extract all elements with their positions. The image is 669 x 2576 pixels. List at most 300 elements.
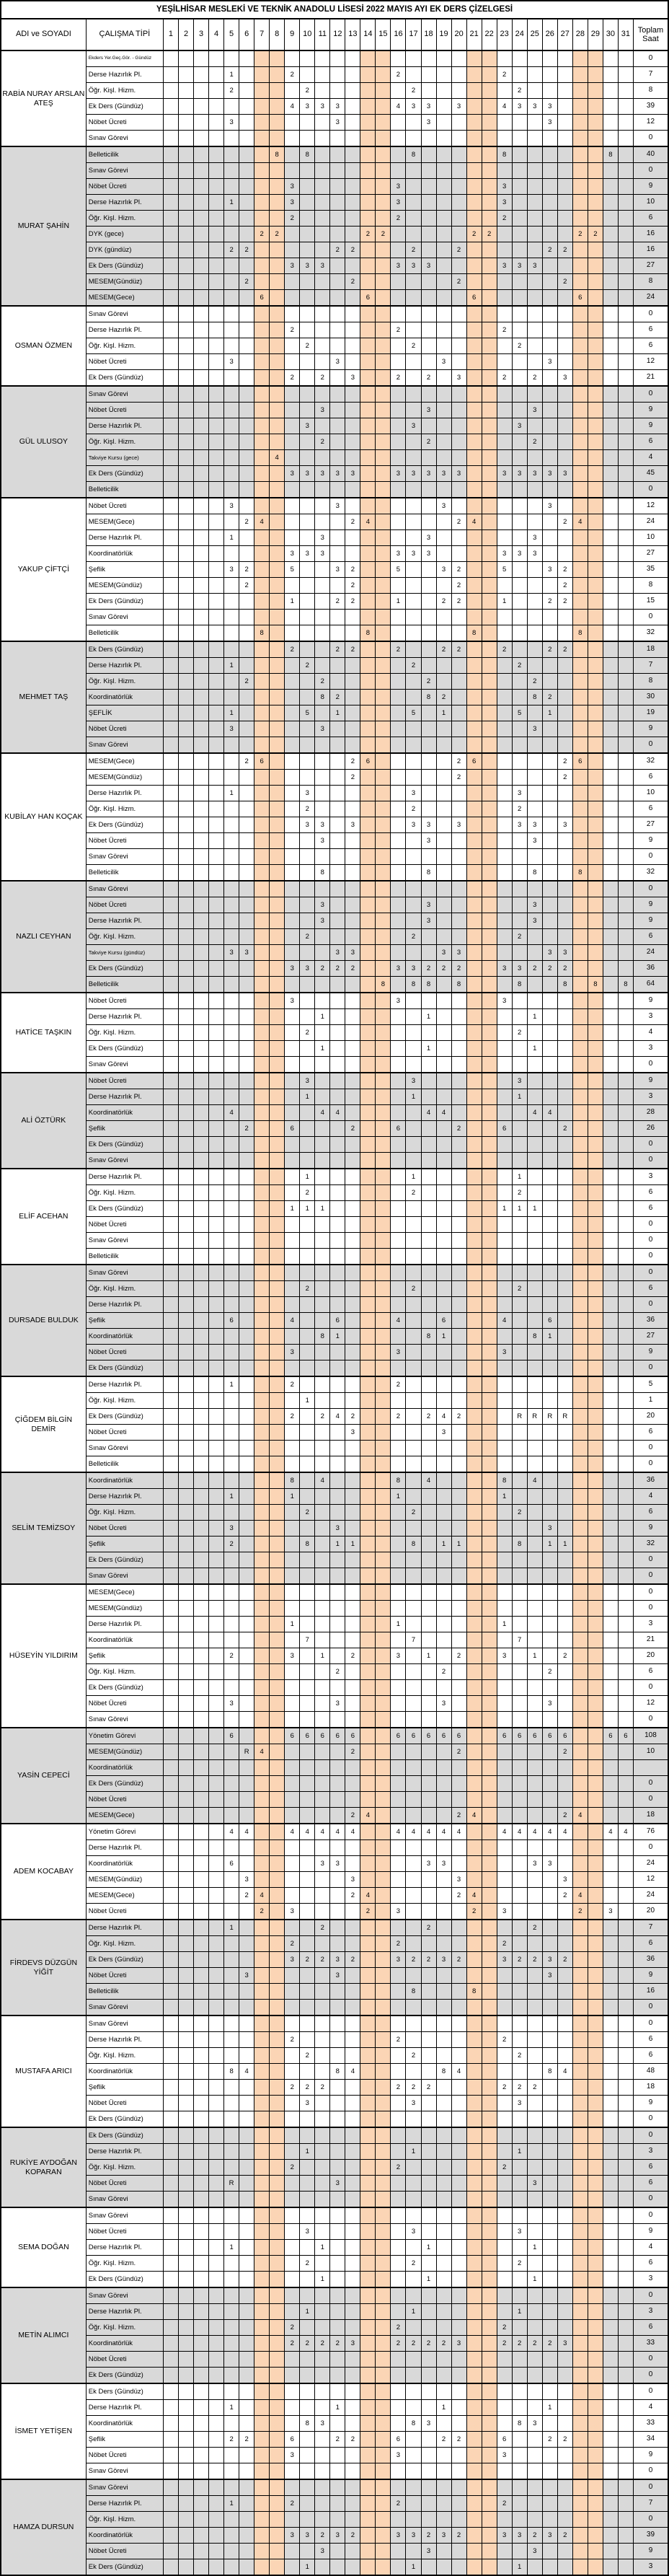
day-cell bbox=[360, 1712, 376, 1728]
day-cell bbox=[603, 2064, 618, 2080]
day-cell: 2 bbox=[300, 1505, 315, 1521]
day-cell bbox=[163, 1265, 178, 1281]
day-cell bbox=[542, 737, 557, 754]
day-cell bbox=[391, 578, 406, 594]
day-cell bbox=[406, 1617, 421, 1632]
day-cell bbox=[209, 1249, 224, 1265]
day-cell bbox=[209, 1696, 224, 1712]
day-cell: 2 bbox=[315, 2080, 330, 2096]
day-cell bbox=[527, 306, 542, 322]
day-cell bbox=[315, 1904, 330, 1920]
day-cell bbox=[209, 961, 224, 977]
day-cell bbox=[315, 1601, 330, 1617]
day-cell bbox=[572, 211, 588, 227]
day-cell bbox=[179, 1601, 194, 1617]
day-cell bbox=[391, 1920, 406, 1936]
day-cell bbox=[618, 99, 633, 115]
day-cell bbox=[360, 1249, 376, 1265]
day-cell bbox=[376, 1009, 391, 1025]
total-hours-cell: 0 bbox=[633, 1456, 668, 1473]
day-cell bbox=[360, 770, 376, 786]
total-hours-cell: 15 bbox=[633, 594, 668, 610]
day-cell bbox=[376, 753, 391, 770]
work-type-cell: Öğr. Kişl. Hizm. bbox=[86, 2048, 163, 2064]
total-hours-cell: 9 bbox=[633, 833, 668, 849]
day-cell bbox=[572, 1552, 588, 1568]
day-cell bbox=[557, 1968, 572, 1984]
day-cell: 3 bbox=[421, 403, 436, 418]
day-cell: 3 bbox=[557, 466, 572, 482]
day-cell bbox=[391, 1584, 406, 1601]
day-cell bbox=[209, 1712, 224, 1728]
total-hours-cell: 4 bbox=[633, 1025, 668, 1041]
work-type-cell: Koordinatörlük bbox=[86, 690, 163, 705]
day-cell bbox=[330, 770, 345, 786]
day-cell bbox=[572, 674, 588, 690]
day-cell bbox=[194, 1936, 209, 1952]
day-cell bbox=[436, 753, 451, 770]
day-cell bbox=[285, 290, 300, 307]
day-cell bbox=[300, 1744, 315, 1760]
day-cell bbox=[512, 1760, 527, 1776]
day-cell bbox=[542, 1632, 557, 1648]
day-cell: R bbox=[557, 1409, 572, 1425]
day-cell bbox=[603, 594, 618, 610]
day-cell: 2 bbox=[421, 674, 436, 690]
day-cell bbox=[315, 2287, 330, 2304]
day-cell bbox=[512, 50, 527, 67]
day-cell bbox=[300, 1360, 315, 1377]
day-cell bbox=[542, 1360, 557, 1377]
day-cell bbox=[436, 50, 451, 67]
day-cell: 2 bbox=[451, 274, 466, 290]
day-cell bbox=[603, 770, 618, 786]
day-cell bbox=[345, 211, 360, 227]
day-cell bbox=[512, 1137, 527, 1153]
day-cell: 2 bbox=[406, 929, 421, 945]
day-cell bbox=[270, 1121, 285, 1137]
day-cell bbox=[451, 227, 466, 242]
day-cell bbox=[482, 338, 497, 354]
day-cell bbox=[436, 1968, 451, 1984]
day-cell bbox=[163, 817, 178, 833]
day-cell bbox=[179, 403, 194, 418]
day-cell bbox=[330, 1744, 345, 1760]
day-cell bbox=[285, 1169, 300, 1185]
day-cell bbox=[345, 1025, 360, 1041]
day-cell: 4 bbox=[557, 1824, 572, 1840]
day-cell bbox=[345, 2032, 360, 2048]
day-cell bbox=[179, 2176, 194, 2192]
day-cell bbox=[557, 881, 572, 897]
day-cell bbox=[300, 578, 315, 594]
day-cell bbox=[497, 1217, 512, 1233]
day-cell bbox=[572, 1712, 588, 1728]
work-type-cell: Öğr. Kişl. Hizm. bbox=[86, 211, 163, 227]
day-cell bbox=[209, 1121, 224, 1137]
day-cell bbox=[497, 690, 512, 705]
day-cell bbox=[527, 1696, 542, 1712]
day-cell bbox=[497, 1584, 512, 1601]
day-cell bbox=[270, 1009, 285, 1025]
total-hours-cell: 0 bbox=[633, 1265, 668, 1281]
day-cell bbox=[239, 1537, 254, 1552]
day-cell bbox=[224, 418, 239, 434]
day-cell bbox=[360, 1041, 376, 1057]
day-cell bbox=[527, 1744, 542, 1760]
day-cell bbox=[603, 625, 618, 642]
day-cell bbox=[482, 258, 497, 274]
day-cell bbox=[588, 2224, 603, 2240]
day-cell bbox=[542, 578, 557, 594]
teacher-name-cell: DURSADE BULDUK bbox=[1, 1265, 86, 1376]
day-cell bbox=[360, 1840, 376, 1856]
day-cell bbox=[209, 2207, 224, 2224]
day-cell bbox=[300, 2160, 315, 2176]
header-day-9: 9 bbox=[285, 19, 300, 50]
day-cell bbox=[482, 1601, 497, 1617]
day-cell bbox=[482, 1904, 497, 1920]
day-cell bbox=[315, 929, 330, 945]
day-cell bbox=[557, 2176, 572, 2192]
day-cell bbox=[466, 1664, 482, 1680]
day-cell bbox=[572, 1169, 588, 1185]
day-cell bbox=[436, 99, 451, 115]
day-cell bbox=[224, 1792, 239, 1808]
day-cell bbox=[588, 2352, 603, 2368]
day-cell bbox=[179, 705, 194, 721]
day-cell bbox=[194, 1824, 209, 1840]
day-cell bbox=[270, 1376, 285, 1393]
day-cell bbox=[497, 498, 512, 514]
day-cell bbox=[436, 258, 451, 274]
day-cell bbox=[224, 1840, 239, 1856]
day-cell bbox=[376, 242, 391, 258]
day-cell bbox=[209, 1472, 224, 1489]
day-cell: 2 bbox=[451, 1744, 466, 1760]
day-cell bbox=[542, 1169, 557, 1185]
day-cell: 2 bbox=[421, 961, 436, 977]
day-cell bbox=[421, 1441, 436, 1456]
day-cell bbox=[421, 274, 436, 290]
day-cell bbox=[345, 2192, 360, 2208]
day-cell bbox=[603, 833, 618, 849]
day-cell bbox=[466, 1601, 482, 1617]
day-cell bbox=[239, 2176, 254, 2192]
day-cell bbox=[466, 115, 482, 131]
day-cell bbox=[179, 2144, 194, 2160]
day-cell bbox=[360, 881, 376, 897]
day-cell bbox=[376, 578, 391, 594]
day-cell bbox=[285, 1872, 300, 1888]
day-cell bbox=[330, 1393, 345, 1409]
day-cell bbox=[254, 562, 270, 578]
day-cell: 1 bbox=[345, 1537, 360, 1552]
day-cell bbox=[436, 131, 451, 147]
day-cell bbox=[345, 1376, 360, 1393]
day-cell bbox=[376, 290, 391, 307]
day-cell: 1 bbox=[527, 1648, 542, 1664]
day-cell bbox=[557, 2320, 572, 2336]
day-cell bbox=[588, 1137, 603, 1153]
day-cell bbox=[618, 290, 633, 307]
day-cell bbox=[436, 913, 451, 929]
day-cell bbox=[224, 578, 239, 594]
total-hours-cell: 9 bbox=[633, 1345, 668, 1360]
day-cell bbox=[285, 1840, 300, 1856]
day-cell: 1 bbox=[224, 1920, 239, 1936]
table-row bbox=[1, 1041, 668, 1057]
day-cell bbox=[315, 1760, 330, 1776]
day-cell bbox=[436, 1456, 451, 1473]
day-cell bbox=[224, 131, 239, 147]
day-cell bbox=[572, 2304, 588, 2320]
day-cell bbox=[376, 1920, 391, 1936]
day-cell bbox=[330, 1920, 345, 1936]
day-cell bbox=[163, 1456, 178, 1473]
work-type-cell: Koordinatörlük bbox=[86, 546, 163, 562]
day-cell bbox=[451, 993, 466, 1009]
day-cell bbox=[482, 1105, 497, 1121]
day-cell bbox=[406, 1936, 421, 1952]
day-cell bbox=[542, 1456, 557, 1473]
day-cell bbox=[376, 1521, 391, 1537]
day-cell bbox=[360, 833, 376, 849]
day-cell: 6 bbox=[618, 1728, 633, 1744]
day-cell bbox=[527, 1792, 542, 1808]
day-cell bbox=[557, 2224, 572, 2240]
day-cell bbox=[209, 849, 224, 865]
day-cell bbox=[603, 403, 618, 418]
day-cell: 3 bbox=[224, 498, 239, 514]
day-cell bbox=[603, 354, 618, 370]
day-cell bbox=[300, 2015, 315, 2032]
work-type-cell: Şeflik bbox=[86, 1121, 163, 1137]
day-cell bbox=[209, 386, 224, 403]
day-cell bbox=[376, 2287, 391, 2304]
day-cell bbox=[270, 1233, 285, 1249]
day-cell bbox=[466, 1025, 482, 1041]
day-cell bbox=[542, 2144, 557, 2160]
total-hours-cell: 6 bbox=[633, 1425, 668, 1441]
day-cell bbox=[254, 1792, 270, 1808]
day-cell bbox=[270, 2160, 285, 2176]
day-cell: 2 bbox=[512, 1281, 527, 1297]
day-cell bbox=[436, 1265, 451, 1281]
day-cell: 2 bbox=[224, 83, 239, 99]
work-type-cell: Nöbet Ücreti bbox=[86, 2224, 163, 2240]
day-cell bbox=[209, 1025, 224, 1041]
day-cell bbox=[179, 1153, 194, 1169]
day-cell bbox=[603, 753, 618, 770]
day-cell bbox=[482, 1009, 497, 1025]
day-cell bbox=[588, 1568, 603, 1585]
day-cell bbox=[451, 258, 466, 274]
day-cell bbox=[300, 625, 315, 642]
day-cell bbox=[179, 1105, 194, 1121]
day-cell bbox=[482, 211, 497, 227]
day-cell bbox=[406, 1345, 421, 1360]
work-type-cell: Sınav Görevi bbox=[86, 1057, 163, 1073]
day-cell bbox=[360, 993, 376, 1009]
day-cell bbox=[209, 1009, 224, 1025]
table-row bbox=[1, 370, 668, 387]
day-cell bbox=[315, 2160, 330, 2176]
day-cell bbox=[618, 833, 633, 849]
day-cell bbox=[588, 1664, 603, 1680]
day-cell bbox=[618, 1584, 633, 1601]
day-cell bbox=[163, 2015, 178, 2032]
day-cell bbox=[224, 2192, 239, 2208]
day-cell bbox=[588, 258, 603, 274]
table-row bbox=[1, 1537, 668, 1552]
day-cell bbox=[482, 242, 497, 258]
day-cell bbox=[557, 1393, 572, 1409]
day-cell bbox=[497, 2256, 512, 2272]
day-cell bbox=[512, 610, 527, 625]
day-cell bbox=[376, 1489, 391, 1505]
day-cell bbox=[618, 2144, 633, 2160]
day-cell bbox=[224, 386, 239, 403]
day-cell bbox=[179, 1552, 194, 1568]
day-cell bbox=[345, 1105, 360, 1121]
day-cell bbox=[315, 1137, 330, 1153]
day-cell bbox=[163, 1824, 178, 1840]
day-cell: 2 bbox=[285, 322, 300, 338]
day-cell bbox=[466, 897, 482, 913]
day-cell bbox=[330, 386, 345, 403]
day-cell: 2 bbox=[497, 641, 512, 658]
day-cell bbox=[572, 1984, 588, 2000]
day-cell bbox=[406, 450, 421, 466]
day-cell bbox=[376, 2080, 391, 2096]
day-cell bbox=[330, 1632, 345, 1648]
day-cell bbox=[360, 2032, 376, 2048]
day-cell bbox=[618, 1904, 633, 1920]
day-cell bbox=[527, 1776, 542, 1792]
day-cell bbox=[345, 1664, 360, 1680]
day-cell bbox=[542, 1345, 557, 1360]
day-cell bbox=[163, 1345, 178, 1360]
day-cell: 8 bbox=[527, 865, 542, 882]
day-cell bbox=[451, 2000, 466, 2016]
header-day-2: 2 bbox=[179, 19, 194, 50]
day-cell bbox=[270, 1249, 285, 1265]
day-cell bbox=[239, 1505, 254, 1521]
day-cell bbox=[572, 2192, 588, 2208]
day-cell bbox=[527, 2048, 542, 2064]
day-cell bbox=[163, 482, 178, 498]
day-cell bbox=[588, 993, 603, 1009]
day-cell bbox=[315, 737, 330, 754]
day-cell bbox=[406, 594, 421, 610]
day-cell bbox=[482, 131, 497, 147]
day-cell bbox=[618, 1185, 633, 1201]
day-cell bbox=[376, 1217, 391, 1233]
day-cell bbox=[512, 1233, 527, 1249]
work-type-cell: Derse Hazırlık Pl. bbox=[86, 1297, 163, 1313]
day-cell bbox=[179, 977, 194, 993]
header-day-19: 19 bbox=[436, 19, 451, 50]
day-cell bbox=[588, 2272, 603, 2288]
day-cell bbox=[224, 881, 239, 897]
day-cell bbox=[179, 1425, 194, 1441]
day-cell bbox=[572, 2048, 588, 2064]
day-cell bbox=[376, 2111, 391, 2128]
day-cell bbox=[497, 578, 512, 594]
day-cell bbox=[482, 322, 497, 338]
day-cell bbox=[224, 2015, 239, 2032]
day-cell bbox=[179, 227, 194, 242]
day-cell: 2 bbox=[391, 67, 406, 83]
day-cell bbox=[557, 1472, 572, 1489]
day-cell: 3 bbox=[497, 993, 512, 1009]
day-cell bbox=[618, 1792, 633, 1808]
day-cell bbox=[588, 530, 603, 546]
day-cell bbox=[588, 641, 603, 658]
day-cell bbox=[179, 1648, 194, 1664]
day-cell bbox=[542, 913, 557, 929]
day-cell bbox=[512, 1425, 527, 1441]
table-row bbox=[1, 1984, 668, 2000]
day-cell bbox=[421, 1776, 436, 1792]
work-type-cell: Şeflik bbox=[86, 2080, 163, 2096]
day-cell bbox=[436, 1089, 451, 1105]
day-cell bbox=[572, 1393, 588, 1409]
day-cell bbox=[466, 403, 482, 418]
day-cell bbox=[315, 1089, 330, 1105]
header-day-3: 3 bbox=[194, 19, 209, 50]
day-cell bbox=[527, 2352, 542, 2368]
work-type-cell: Öğr. Kişl. Hizm. bbox=[86, 2160, 163, 2176]
teacher-name-cell: HÜSEYİN YILDIRIM bbox=[1, 1584, 86, 1728]
day-cell: 8 bbox=[512, 977, 527, 993]
day-cell bbox=[254, 1537, 270, 1552]
day-cell bbox=[466, 1089, 482, 1105]
day-cell bbox=[179, 929, 194, 945]
day-cell bbox=[618, 1169, 633, 1185]
day-cell bbox=[603, 258, 618, 274]
day-cell bbox=[239, 1632, 254, 1648]
day-cell bbox=[451, 1169, 466, 1185]
day-cell bbox=[436, 1153, 451, 1169]
day-cell bbox=[376, 1153, 391, 1169]
day-cell bbox=[224, 2032, 239, 2048]
day-cell bbox=[345, 195, 360, 211]
day-cell bbox=[542, 1009, 557, 1025]
day-cell bbox=[239, 418, 254, 434]
day-cell bbox=[451, 530, 466, 546]
day-cell bbox=[360, 50, 376, 67]
day-cell bbox=[239, 2207, 254, 2224]
table-row bbox=[1, 418, 668, 434]
total-hours-cell: 9 bbox=[633, 897, 668, 913]
day-cell bbox=[194, 1568, 209, 1585]
day-cell bbox=[572, 274, 588, 290]
day-cell bbox=[406, 1409, 421, 1425]
day-cell bbox=[451, 1329, 466, 1345]
day-cell bbox=[466, 1169, 482, 1185]
day-cell bbox=[542, 290, 557, 307]
day-cell bbox=[618, 1664, 633, 1680]
day-cell bbox=[406, 610, 421, 625]
day-cell: 2 bbox=[497, 67, 512, 83]
day-cell bbox=[497, 418, 512, 434]
day-cell bbox=[618, 322, 633, 338]
day-cell bbox=[254, 961, 270, 977]
day-cell bbox=[163, 2320, 178, 2336]
day-cell bbox=[376, 705, 391, 721]
